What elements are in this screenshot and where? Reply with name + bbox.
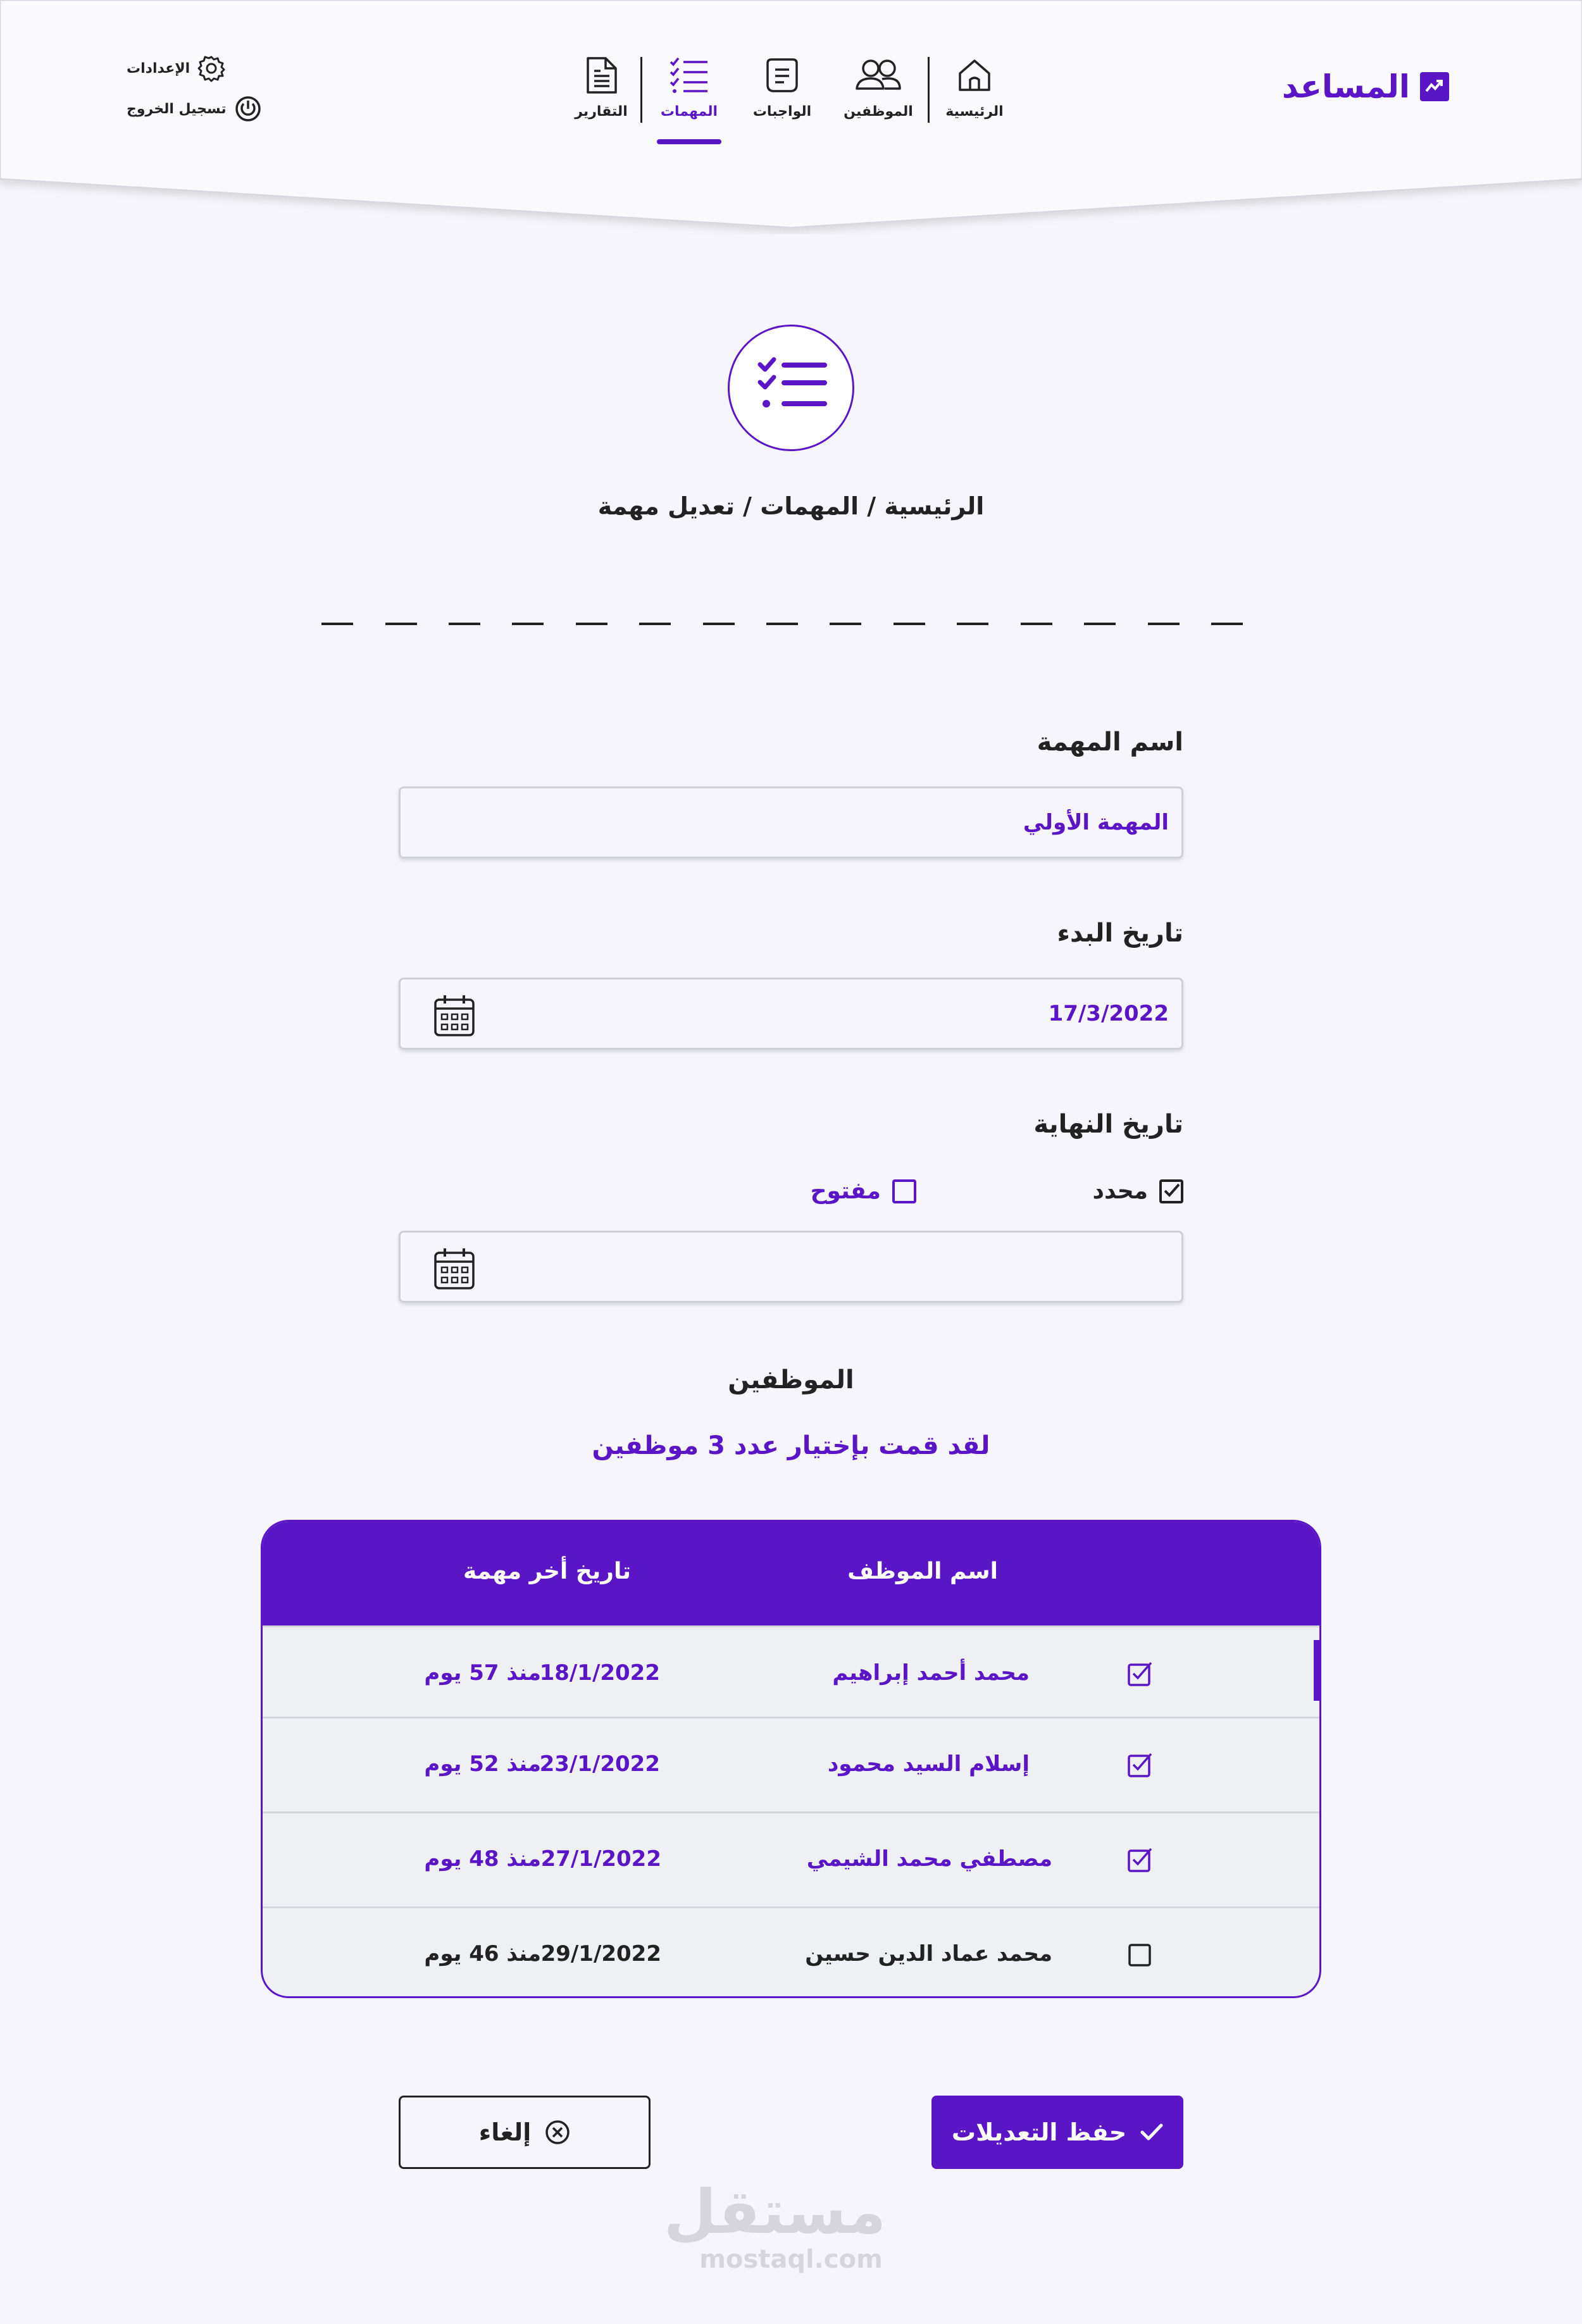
- employees-section-title: الموظفين: [728, 1365, 854, 1395]
- column-header-last-task: تاريخ أخر مهمة: [463, 1558, 631, 1584]
- nav-divider: [928, 57, 930, 123]
- nav-label-reports: التقارير: [575, 104, 628, 120]
- check-icon: [1140, 2123, 1163, 2142]
- nav-label-home: الرئيسية: [945, 104, 1004, 120]
- settings-link[interactable]: [127, 54, 225, 82]
- table-row[interactable]: [263, 1717, 1319, 1811]
- start-date-label: تاريخ البدء: [1057, 919, 1183, 948]
- tasks-icon: [757, 357, 828, 420]
- checkbox-empty-icon[interactable]: [892, 1179, 916, 1203]
- start-date-field[interactable]: [399, 978, 1183, 1050]
- save-changes-label: حفظ التعديلات: [951, 2118, 1127, 2146]
- end-date-option-fixed-label: محدد: [1092, 1178, 1148, 1204]
- nav-label-duties: الواجبات: [752, 104, 812, 120]
- users-icon: [853, 56, 904, 95]
- nav-divider: [640, 57, 642, 123]
- employee-name: محمد عماد الدين حسين: [805, 1941, 1052, 1967]
- end-date-label: تاريخ النهاية: [1033, 1110, 1183, 1139]
- last-task-date: 29/1/2022: [540, 1941, 661, 1967]
- last-task-date: 18/1/2022: [539, 1660, 660, 1686]
- row-active-marker: [1314, 1640, 1319, 1701]
- watermark-latin: mostaql.com: [699, 2245, 883, 2274]
- section-divider: [321, 623, 1243, 625]
- end-date-option-fixed[interactable]: [1092, 1178, 1183, 1204]
- last-task-since: منذ 52 يوم: [424, 1751, 541, 1777]
- home-icon: [955, 56, 994, 95]
- nav-item-home[interactable]: [943, 56, 1006, 120]
- nav-item-employees[interactable]: [840, 56, 916, 120]
- nav-item-tasks[interactable]: [657, 56, 721, 120]
- checkbox-checked-icon[interactable]: [1127, 1846, 1154, 1873]
- tasks-icon: [668, 56, 710, 95]
- cancel-button[interactable]: [399, 2096, 651, 2169]
- mostaql-watermark: [663, 2177, 886, 2274]
- end-date-option-open[interactable]: [811, 1178, 916, 1204]
- checkbox-checked-icon[interactable]: [1159, 1179, 1183, 1203]
- checkbox-checked-icon[interactable]: [1127, 1660, 1154, 1687]
- employees-selected-message: لقد قمت بإختيار عدد 3 موظفين: [592, 1431, 990, 1460]
- gear-icon: [197, 54, 225, 82]
- end-date-option-open-label: مفتوح: [810, 1178, 881, 1204]
- settings-label: الإعدادات: [127, 60, 190, 77]
- table-row[interactable]: [263, 1625, 1319, 1720]
- employee-name: إسلام السيد محمود: [827, 1751, 1030, 1777]
- logout-label: تسجيل الخروج: [127, 101, 227, 117]
- table-row[interactable]: [263, 1811, 1319, 1906]
- nav-item-reports[interactable]: [570, 56, 633, 120]
- nav-item-duties[interactable]: [751, 56, 814, 120]
- last-task-date: 23/1/2022: [539, 1751, 660, 1777]
- report-icon: [584, 56, 618, 95]
- last-task-date: 27/1/2022: [540, 1846, 661, 1872]
- calendar-icon[interactable]: [433, 1246, 475, 1291]
- app-logo[interactable]: [1282, 68, 1449, 105]
- power-icon: [234, 95, 262, 123]
- duties-icon: [763, 56, 802, 95]
- checkbox-checked-icon[interactable]: [1127, 1751, 1154, 1778]
- start-date-value: 17/3/2022: [1048, 1001, 1169, 1026]
- last-task-since: منذ 46 يوم: [424, 1941, 541, 1967]
- last-task-since: منذ 48 يوم: [424, 1846, 541, 1872]
- column-header-name: اسم الموظف: [847, 1558, 998, 1584]
- nav-active-indicator: [657, 139, 721, 144]
- end-date-field[interactable]: [399, 1231, 1183, 1303]
- last-task-since: منذ 57 يوم: [424, 1660, 541, 1686]
- calendar-icon[interactable]: [433, 993, 475, 1038]
- logout-link[interactable]: [127, 95, 262, 123]
- employees-table: [261, 1520, 1321, 1998]
- cancel-label: إلغاء: [478, 2118, 532, 2146]
- save-changes-button[interactable]: [931, 2096, 1183, 2169]
- nav-label-employees: الموظفين: [844, 104, 913, 120]
- task-name-label: اسم المهمة: [1037, 728, 1183, 757]
- employee-name: محمد أحمد إبراهيم: [832, 1660, 1030, 1686]
- tasks-hero-badge: [728, 325, 854, 451]
- logo-text: المساعد: [1281, 68, 1410, 105]
- task-name-field[interactable]: [399, 786, 1183, 859]
- table-header: [263, 1522, 1319, 1625]
- breadcrumb: الرئيسية / المهمات / تعديل مهمة: [597, 492, 985, 520]
- logo-icon: [1420, 72, 1449, 101]
- task-name-value: المهمة الأولي: [1023, 810, 1169, 835]
- checkbox-empty-icon[interactable]: [1127, 1942, 1154, 1969]
- employee-name: مصطفي محمد الشيمي: [806, 1846, 1052, 1872]
- table-row[interactable]: [263, 1906, 1319, 1998]
- nav-label-tasks: المهمات: [660, 104, 718, 120]
- watermark-arabic: مستقل: [663, 2177, 886, 2247]
- close-circle-icon: [545, 2120, 570, 2145]
